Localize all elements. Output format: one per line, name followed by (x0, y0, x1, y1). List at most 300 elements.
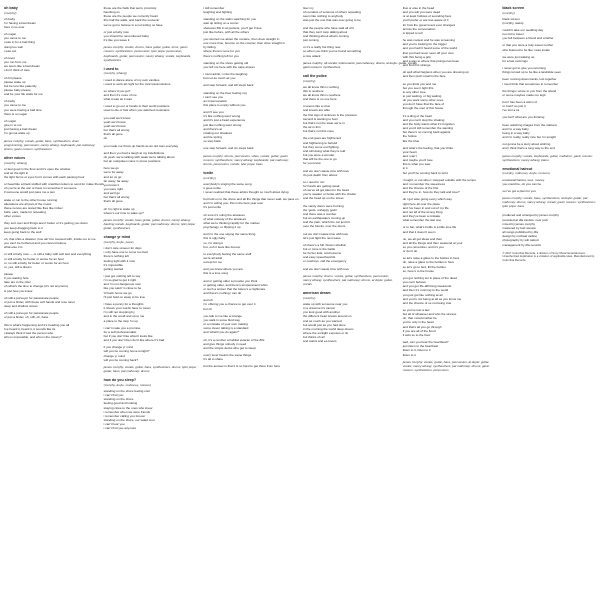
lyric-stanza (104, 104, 198, 112)
lyric-line: for how the government ever changed (402, 22, 455, 27)
lyric-line: this is a love song (203, 271, 228, 276)
song-block (104, 235, 198, 373)
lyric-line: but that's not the state we're in (303, 120, 345, 125)
lyric-line: just like before, with all the others (203, 29, 250, 34)
lyric-line: of what nobody of the airwaves (203, 216, 246, 221)
song-block (502, 6, 596, 162)
lyric-line: wait up sitting on a corner (203, 21, 239, 26)
lyric-line: but or mine is the battle (303, 247, 336, 251)
lyric-line: take are to the otter (4, 280, 31, 285)
lyric-line: but oh (203, 306, 212, 311)
lyric-line: but hold on to the shore and all the things that never said, we pass on (203, 197, 299, 202)
lyric-line: here we go (103, 166, 119, 171)
lyric-line: i was out (4, 48, 17, 53)
lyric-stanza (104, 144, 198, 148)
lyric-line: so, here's to the house (402, 268, 434, 273)
lyric-line: just coming (303, 38, 319, 43)
credit-line: recorded at dfa studios, new york (502, 217, 548, 222)
lyric-line: is just how you know (4, 288, 33, 293)
lyric-line: standing on the shore, our salad cool (103, 418, 155, 422)
lyric-line: things turned up to be like a landslide seen (502, 70, 562, 75)
lyric-line: if you waking hole (4, 276, 29, 281)
song-writers: (murphy) (4, 10, 17, 15)
lyric-stanza (4, 252, 98, 269)
lyric-line: and you can't stop the shaking (402, 117, 445, 122)
song-title: i used to (103, 66, 119, 71)
lyric-line: and there is no one here (303, 97, 337, 102)
lyric-line: you look good with another (303, 310, 340, 315)
lyric-stanza (403, 70, 497, 78)
lyric-stanza (104, 116, 198, 141)
lyric-line: oh baby (4, 16, 16, 21)
song-block (104, 67, 198, 231)
lyric-line: well, can you hear the heartbeat? (402, 340, 449, 345)
lyric-line: or such a winner that the future's a nightmare (203, 286, 266, 291)
lyric-line: i just got nothing left to say (103, 273, 141, 278)
lyric-line: oh still a purveyor for passionate people (4, 295, 59, 300)
credit-line: produced and arranged by james murphy (502, 213, 559, 218)
lyric-line: shelocan fills in at pockets, you'll get if due (203, 25, 262, 30)
song-block (203, 6, 297, 166)
lyric-stanza (502, 17, 596, 25)
lyric-line: i'll just hold on away to be true (103, 294, 146, 299)
lyric-line: and i think that's a long way to the end (502, 146, 555, 151)
lyric-line: that you had never seen off your own (402, 50, 454, 55)
lyric-stanza (104, 166, 198, 203)
song-writers: (murphy) (203, 175, 216, 180)
lyric-line: and stains and ex-lovers (303, 339, 337, 344)
lyric-line: but an earthquake's coming up (303, 216, 346, 221)
song-block (303, 74, 397, 286)
lyric-stanza (4, 296, 98, 308)
lyric-line: through the soul of this house (402, 106, 444, 111)
lyric-line: not gonna be a story about wishing (502, 142, 551, 147)
lyric-line: i've heard it, heard it, it sounds like its (4, 326, 56, 331)
lyric-line: oh sugar (4, 32, 17, 37)
lyric-line: i only have one to come too bad (103, 250, 148, 255)
lyric-stanza (203, 6, 297, 14)
lyric-line: i've lost a lot (502, 108, 520, 113)
lyric-line: you're only in the heart (402, 320, 434, 325)
lyric-line: oh baby (4, 99, 16, 104)
lyric-line: you made me throw up hands as an old man everyday (103, 143, 179, 148)
lyric-line: there's nothing left (103, 254, 129, 259)
lyric-stanza (303, 267, 397, 271)
lyric-line: but you see it tight this (402, 85, 434, 90)
song-block (403, 6, 497, 372)
lyric-line: it's just tonite (203, 205, 222, 210)
lyric-line: and they're in, how do they talk and love? (402, 190, 460, 195)
lyric-line: and the chance of the first (402, 186, 439, 191)
lyric-stanza (403, 146, 497, 175)
lyric-line: oh, that shits a disaster, time ain't be messed with, inside me to me (4, 236, 96, 241)
song-writers: (murphy, mahoney, doyle, russom) (502, 171, 550, 176)
song-writers: (murphy) (303, 295, 316, 300)
lyric-line: i never got to give you returning (502, 66, 546, 71)
lyric-line: but you'll be coming back to tell it (402, 170, 448, 175)
lyric-line: or, so still a baby for better or worse for an hour (4, 260, 69, 265)
lyric-line: and the chance of us not being true (402, 300, 452, 305)
lyric-stanza (203, 91, 297, 108)
lyric-stanza (4, 311, 98, 319)
lyric-line: for you know (303, 161, 321, 166)
lyric-line: standing on the shore (103, 397, 134, 402)
lyric-line: you can't behave (402, 280, 426, 285)
lyric-line: to just waiting, or big waiting (402, 93, 442, 98)
lyric-line: change yr mind (103, 353, 125, 358)
lyric-line: there's nothing left for you (203, 53, 239, 58)
lyric-line: or that you were a truly sweet mother (502, 43, 554, 48)
lyric-line: this place is empty without you (203, 102, 246, 107)
lyric-stanza (303, 104, 397, 133)
lyric-line: we all know this is nowhere (303, 93, 341, 97)
lyric-line: you just got like nothing at all (402, 292, 443, 297)
lyric-line: the end goes are frightened (303, 136, 341, 141)
lyrics-column (203, 6, 297, 596)
lyric-stanza (203, 37, 297, 58)
lyric-line: and i'll see you (203, 110, 224, 115)
lyric-line: you came to me (4, 103, 27, 108)
credit-line: design by michael vadino (502, 234, 538, 239)
lyric-line: in it (402, 166, 408, 171)
lyric-stanza (303, 85, 397, 102)
lyric-line: i remember calling you forever (103, 413, 146, 418)
lyric-line: that's all gone (103, 132, 123, 137)
song-block (502, 167, 596, 209)
lyric-line: you run from me (4, 60, 27, 65)
lyric-stanza (104, 345, 198, 362)
lyric-line: and i'm not dangerous now (103, 282, 141, 287)
lyric-line: so let's raise a glass to the bottles in here (402, 256, 460, 261)
lyric-line: or some maybes made me legit (502, 92, 546, 97)
lyric-stanza (403, 308, 497, 337)
song-block (4, 156, 104, 339)
lyric-line: oh, that i would rather be (402, 316, 437, 321)
lyric-line: the vanity doors were burning (303, 203, 344, 208)
song-title: other voices (4, 156, 26, 161)
lyric-line: oh we've all got talent in the head (303, 188, 349, 193)
lyric-line: but would just as you had done (303, 322, 346, 327)
lyrics-column (104, 6, 198, 596)
lyric-line: and there's nothing i can do (203, 291, 242, 296)
lyric-line: i don't care unseen for days (103, 246, 142, 251)
lyric-line: you came to me (4, 36, 27, 41)
lyric-line: in the morning the world deep dream (303, 326, 354, 331)
lyric-line: i can't make you a promise (103, 325, 141, 330)
lyric-line: the different heart knows around on (303, 314, 352, 319)
song-title: change yr mind (103, 235, 131, 240)
lyric-line: you left me here with the cape-shores (203, 64, 255, 69)
lyric-line: it's like you leave it (103, 38, 130, 43)
lyric-line: being in a way baby (502, 130, 530, 135)
lyric-line: i used to work all night for the rock transmissions (103, 81, 171, 86)
lyric-line: this is ugly baby (203, 236, 226, 241)
lyric-line: we seem like a bad dream (4, 64, 41, 69)
lyric-line: listen to it (402, 352, 416, 357)
lyric-line: i'm so glad to get it right (103, 278, 137, 283)
lyric-line: and you hadn't heard some of the world (402, 46, 457, 51)
lyric-line: and the head up on the street (303, 196, 344, 201)
lyric-line: too old to travel (502, 32, 524, 37)
lyric-line: oh (103, 136, 108, 141)
lyric-line: like you said i'm close to be (103, 286, 142, 291)
lyric-stanza (4, 119, 98, 136)
lyric-line: and you know where you are (203, 267, 243, 272)
lyric-stanza (104, 207, 198, 215)
lyric-stanza (303, 302, 397, 344)
lyric-line: i have a penny for a thoughts (103, 301, 144, 306)
lyric-line: you got nothing set in place of the dead (402, 275, 457, 280)
lyric-line: been watching images from the stations (502, 122, 557, 127)
song-credits: james murphy: vocals, guitar, bass, synthesizers, drum programming, percussion; nancy whang: keyboards; pat mahoney: drums; gavin russom: synthesizers (4, 138, 96, 151)
lyric-stanza (104, 89, 198, 101)
lyric-line: it shows your words have to mean (103, 306, 151, 311)
lyric-line: it's all to share (203, 357, 224, 362)
song-title: how do you sleep? (103, 378, 137, 383)
lyric-line: you talk to me like a strange (203, 313, 242, 318)
song-writers: (murphy) (303, 78, 316, 83)
lyric-stanza (203, 279, 297, 296)
lyric-line: please (4, 271, 14, 276)
lyric-line: oh there's a full, blown rebellion (303, 242, 347, 247)
lyric-line: oh sure it's ruling the airwaves (203, 212, 245, 217)
lyric-line: the light burns or eyes but it comes with each passing hour (4, 175, 85, 179)
lyric-line: and then it's more of me (103, 93, 137, 97)
lyric-line: so let's go to bed, fill the bottles (402, 264, 446, 269)
lyrics-column (403, 6, 497, 596)
lyric-stanza (502, 66, 596, 74)
lyric-line: this is nowhere (303, 88, 324, 93)
lyrics-column (502, 6, 596, 596)
lyric-line: i was in for a bad thing (4, 40, 35, 45)
lyric-line: oh you're at the war or have to remember if someone (4, 186, 77, 191)
lyric-line: and then it's morning to the world (402, 288, 449, 293)
lyric-line: that will be the one to go (303, 157, 337, 162)
song-title: oh baby (4, 6, 18, 10)
lyric-line: it's a ding of the heart (402, 113, 433, 118)
lyric-line: and then push small in the face (402, 74, 446, 79)
song-credits: james murphy: drums, vocals, guitar, synthesizers, percussion; nancy whang: synthesizers; pat mahoney: drums; al doyle: guitar, vocals (303, 273, 393, 287)
lyric-line: or just a finder, with those soft hands and rose toner (4, 299, 76, 304)
lyric-line: the hollow (402, 134, 417, 139)
lyric-line: but be tore like patiently (4, 83, 37, 88)
lyric-line: or still a baby for better or worse for an hour (4, 256, 65, 261)
lyric-line: it's like nothing went wrong (203, 114, 241, 119)
lyric-line: yeah we'd know (103, 123, 126, 128)
lyric-line: to everybody feeling the same stuff (203, 251, 252, 256)
lyric-line: for a self-professionalist (103, 329, 137, 334)
lyric-stanza (303, 180, 397, 201)
lyric-line: what we're thinking rapidly for the market (203, 220, 260, 225)
lyric-line: and 'what'll you do again?' (203, 330, 240, 335)
lyric-stanza (403, 256, 497, 273)
lyric-line: and or getting older a prouder you think (203, 278, 258, 283)
lyric-line: for a last mornings (502, 58, 528, 63)
lyric-stanza (4, 323, 98, 340)
lyric-line: standing on the stairs watching for you (203, 17, 257, 22)
lyric-stanza (403, 38, 497, 67)
lyric-line: no, we all got ideas and then (402, 236, 443, 241)
lyric-line: you should be remembered baby (103, 33, 149, 38)
lyric-line: but not as much as you (203, 76, 236, 81)
lyric-line: they sort over and things aren't better or it's getting you down (4, 221, 88, 226)
lyric-stanza (403, 114, 497, 143)
lyric-stanza (303, 204, 397, 229)
lyric-line: if you are all of the flood (402, 328, 436, 333)
lyric-line: an impersonation (203, 98, 228, 103)
lyric-line: that or else in the head (402, 6, 435, 10)
credit-line: mixed by james murphy (502, 221, 536, 226)
lyric-line: what else it is (4, 245, 23, 250)
lyric-line: far away, far away (103, 178, 129, 183)
lyric-stanza (203, 110, 297, 143)
lyric-line: where the sunlight exposes or sit (303, 331, 349, 335)
lyric-stanza (4, 76, 98, 97)
lyric-line: and the simple decks who get to sleep (203, 345, 256, 350)
lyric-line: and thinking about what's coming (303, 33, 349, 38)
lyric-line: and oh (203, 298, 213, 303)
lyric-stanza (502, 123, 596, 140)
song-writers: (murphy, doyle, pope) (103, 239, 134, 244)
lyric-stanza (303, 243, 397, 264)
lyric-stanza (502, 100, 596, 112)
song-credits: james murphy: vocals, bass guitar, guitar, drums; nancy whang: backing vocals, keyboards, guitar; pat mahoney: drums; tyler pope: guitar, synthesizers (103, 217, 196, 231)
lyric-line: other voices (4, 214, 21, 219)
song-block (104, 378, 198, 430)
lyric-line: rotating our shadows (203, 130, 233, 135)
lyric-line: keep going back to the well (4, 229, 42, 234)
lyric-stanza (303, 45, 397, 57)
lyric-stanza (203, 61, 297, 69)
lyric-line: this half the walls, and back the souvenir (103, 18, 160, 23)
song-title: emotional haircut (502, 166, 533, 171)
lyric-line: you bet? what are you thinking (502, 115, 545, 120)
lyric-stanza (502, 115, 596, 119)
lyric-line: and be your life waits for me (4, 92, 43, 97)
lyric-line: or just a baby now (103, 29, 129, 34)
lyric-line: i always think it was the person who (4, 330, 54, 335)
lyric-line: this is what's happening and it's treading you all (4, 322, 70, 327)
lyric-line: i'm still not stopping by (103, 310, 135, 315)
lyric-stanza (203, 213, 297, 230)
lyric-line: who is impossible, and who is the misery? (4, 335, 62, 339)
lyric-line: oh remains of versions of others repeating (303, 10, 361, 15)
lyric-line: or getting older, and there's temperament whim (203, 282, 268, 287)
lyric-line: i never realized that these artists thought so much about dying (203, 189, 289, 194)
lyric-stanza (104, 326, 198, 343)
lyric-line: i must admit, i miss the laughing (203, 72, 248, 77)
lyric-line: and it's just a heart experience (203, 118, 246, 123)
lyric-line: and let us go (103, 174, 122, 179)
lyric-stanza (403, 276, 497, 305)
lyric-stanza (403, 197, 497, 222)
lyric-line: you keep dragging back to it (4, 225, 43, 230)
lyric-line: but thinks oh all (303, 335, 325, 340)
lyric-line: the things i wrote to you from the island (502, 88, 557, 93)
lyric-line: you were having a bad time (4, 107, 42, 112)
lyric-line: every lover haunts the same things (203, 352, 252, 357)
lyric-line: will you be coming back? (103, 357, 139, 362)
lyric-line: haunting us (103, 10, 120, 15)
album-credits (502, 213, 596, 246)
lyric-line: you know it (103, 182, 120, 187)
lyric-line: wake up with someone near you (303, 301, 348, 306)
lyric-line: like the blue (402, 138, 420, 143)
lyric-line: or at least hollows of sounding here (402, 14, 452, 19)
lyric-stanza (4, 56, 98, 73)
lyric-line: who listened to be like I was inside (502, 47, 550, 52)
lyric-stanza (203, 146, 297, 150)
lyric-line: a place to the stop i'm up (103, 318, 138, 323)
lyric-line: yeah we'd know (103, 119, 126, 124)
lyric-line: i still remember (203, 6, 225, 10)
lyric-line: i don't think of care (4, 68, 30, 73)
lyric-line: or cowboys, call the emergency (303, 259, 347, 264)
lyric-line: standing on the floor feeling coy (203, 90, 248, 95)
lyric-line: been running down tracks, lost together (502, 77, 557, 82)
lyric-line: i must think that sometimes to remember (502, 81, 559, 86)
lyric-line: listen to it, listen to it (402, 348, 431, 353)
lyric-stanza (4, 182, 104, 195)
song-credits: james murphy: vocals, guitar, bass, synthesizers, drums; tyler pope: guitar, bass; pat mahoney: drums (103, 364, 197, 374)
lyric-line: and we'll go (103, 191, 120, 196)
lyric-line: and maybe you'd lose (402, 158, 433, 163)
song-block (104, 6, 198, 62)
lyric-line: but that's all wrong (103, 128, 130, 133)
lyric-stanza (303, 169, 397, 177)
lyric-line: i used to go out or hands to their world positions (103, 104, 170, 109)
lyric-line: alterations are all part of the music (4, 201, 52, 206)
lyric-line: james murphy: all vocals; instruments; pat mahoney: drums; al doyle: guitar, vocals (303, 60, 417, 65)
lyric-line: and knows are able (303, 108, 330, 113)
song-writers: (murphy) (502, 10, 515, 15)
lyric-line: and the pain, which the car just hit (303, 220, 350, 225)
lyric-line: bells, ears, made for repeating (4, 210, 46, 215)
lyric-line: oh what's the time to change (it's not anymore) (4, 284, 68, 289)
lyric-stanza (104, 302, 198, 323)
lyric-line: he was coolest and he was screaming (402, 38, 455, 43)
lyric-line: and then you had a laugh at my indefinitions (103, 150, 165, 155)
lyric-line: where's our time to wake up? (103, 210, 144, 215)
lyric-line: but that's not this zone (303, 129, 334, 134)
lyric-line: in a universe it's cancer (303, 306, 336, 311)
lyric-line: one step forward, and six steps back (203, 146, 254, 151)
lyric-stanza (303, 232, 397, 240)
legal-notice: © 2017 Columbia Records, a division of Sony Music Entertainment. Unauthorized duplication is a violation of applicable laws. Manufactured by Columbia Records. (502, 250, 595, 262)
lyric-line: and all the things and then weekend at your (402, 240, 463, 245)
lyric-line: feeling good and looking (103, 401, 138, 406)
lyric-line: for fuzzer kids, cold lessons (303, 251, 342, 256)
lyric-stanza (403, 6, 497, 35)
lyric-stanza (502, 142, 596, 150)
lyric-line: and easy speechworlds (303, 255, 336, 260)
lyric-line: i remember when we were friends (103, 409, 151, 414)
lyric-line: oh you want some other ones (402, 98, 444, 103)
lyric-line: out we don't waste time with love (303, 231, 349, 236)
lyric-stanza (502, 77, 596, 85)
lyric-stanza (4, 237, 98, 249)
lyric-line: the 'gods, unhappy gods' (303, 207, 338, 212)
lyric-line: laughing and fighting (203, 10, 232, 15)
song-block (203, 171, 297, 368)
lyric-line: you could be, oh you can be (502, 181, 542, 186)
lyric-line: and a way to where that plunge has been (402, 58, 460, 63)
lyric-line: oh, raise a glass to the bottles in here (402, 260, 455, 265)
lyric-line: or just a finder, oh, still, oh, bass (4, 315, 49, 320)
lyric-stanza (4, 167, 98, 179)
lyric-line: if you change yr mind (103, 345, 134, 350)
lyric-line: seem like nothing to anybody (303, 14, 344, 19)
